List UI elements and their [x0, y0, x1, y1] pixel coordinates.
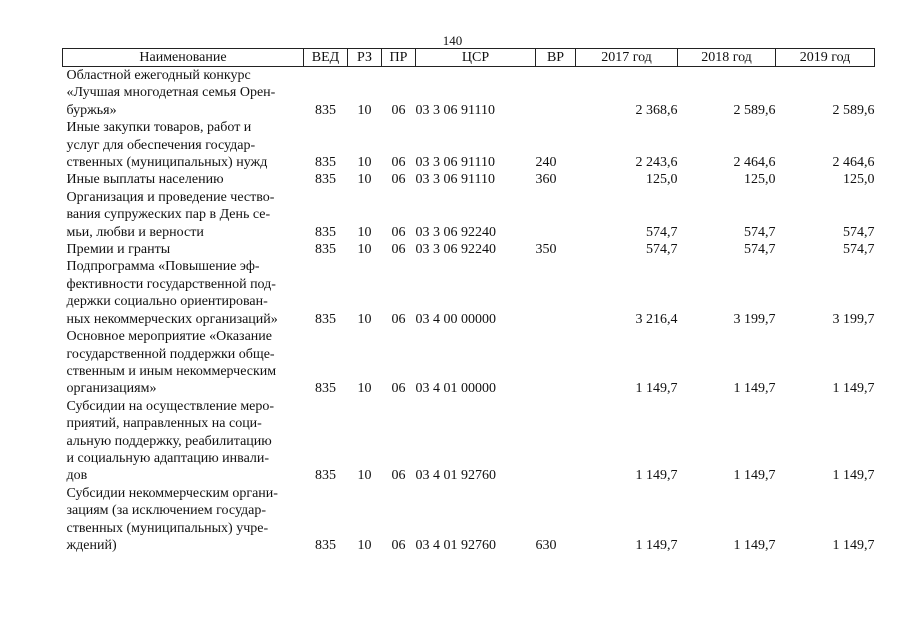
- cell-2018: 2 464,6: [733, 155, 776, 171]
- cell-2018: 3 199,7: [733, 311, 776, 327]
- table-row: [63, 189, 875, 241]
- cell-2019: 125,0: [843, 172, 875, 188]
- name-line: Субсидии некоммерческим органи-: [66, 485, 278, 501]
- cell-2019: 2 464,6: [832, 155, 875, 171]
- name-line: ственных (муниципальных) учре-: [66, 520, 269, 536]
- cell-2019: 2 589,6: [832, 102, 875, 118]
- cell-2019: 1 149,7: [832, 468, 875, 484]
- table-row: [63, 398, 875, 485]
- table-body: [63, 67, 875, 555]
- cell-ved: 835: [315, 311, 336, 327]
- cell-vr: 350: [535, 242, 557, 258]
- cell-csr: 03 3 06 91110: [415, 102, 495, 118]
- cell-2017: 1 149,7: [635, 381, 678, 397]
- table-header-row: [63, 49, 875, 67]
- cell-pr: 06: [391, 537, 406, 553]
- cell-csr: 03 4 01 92760: [415, 537, 496, 553]
- cell-ved: 835: [315, 172, 336, 188]
- table-row: [63, 67, 875, 120]
- cell-vr: [536, 189, 576, 241]
- cell-pr: 06: [391, 242, 406, 258]
- name-line: ственным и иным некоммерческим: [66, 363, 277, 379]
- cell-rz: 10: [357, 102, 372, 118]
- cell-csr: 03 3 06 92240: [415, 242, 496, 258]
- name-line: ственных (муниципальных) нужд: [66, 155, 268, 171]
- name-line: ждений): [66, 537, 117, 553]
- cell-csr: 03 4 01 00000: [415, 381, 496, 397]
- cell-2018: 574,7: [744, 242, 776, 258]
- cell-2018: 1 149,7: [733, 537, 776, 553]
- table-row: [63, 241, 875, 258]
- name-line: альную поддержку, реабилитацию: [66, 433, 272, 449]
- header-csr: ЦСР: [416, 49, 536, 67]
- cell-rz: 10: [357, 381, 372, 397]
- cell-2017: 2 243,6: [635, 155, 678, 171]
- cell-2017: 2 368,6: [635, 102, 678, 118]
- cell-pr: 06: [391, 224, 406, 240]
- cell-vr: [536, 67, 576, 120]
- cell-2019: 574,7: [843, 224, 875, 240]
- cell-vr: [536, 258, 576, 328]
- cell-ved: 835: [315, 381, 336, 397]
- table-row: [63, 258, 875, 328]
- name-line: вания супружеских пар в День се-: [66, 207, 271, 223]
- header-2018: 2018 год: [678, 49, 776, 67]
- cell-2018: 1 149,7: [733, 381, 776, 397]
- cell-name: [63, 171, 304, 188]
- cell-2017: 574,7: [646, 242, 678, 258]
- cell-ved: 835: [315, 468, 336, 484]
- cell-2019: 1 149,7: [832, 381, 875, 397]
- cell-vr: [536, 328, 576, 398]
- cell-pr: 06: [391, 172, 406, 188]
- name-line: Основное мероприятие «Оказание: [66, 329, 272, 345]
- name-line: Иные выплаты населению: [66, 172, 224, 188]
- cell-2019: 3 199,7: [832, 311, 875, 327]
- cell-2017: 574,7: [646, 224, 678, 240]
- cell-rz: 10: [357, 242, 372, 258]
- cell-rz: 10: [357, 155, 372, 171]
- cell-ved: 835: [315, 102, 336, 118]
- cell-2018: 574,7: [744, 224, 776, 240]
- cell-csr: 03 3 06 91110: [415, 155, 495, 171]
- name-line: приятий, направленных на соци-: [66, 416, 262, 432]
- table-row: [63, 328, 875, 398]
- cell-name: [63, 119, 304, 171]
- name-line: Субсидии на осуществление меро-: [66, 398, 275, 414]
- cell-name: [63, 328, 304, 398]
- cell-pr: 06: [391, 381, 406, 397]
- name-line: Иные закупки товаров, работ и: [66, 120, 252, 136]
- header-vr: ВР: [536, 49, 576, 67]
- name-line: зациям (за исключением государ-: [66, 503, 267, 519]
- header-ved: ВЕД: [304, 49, 348, 67]
- name-line: государственной поддержки обще-: [66, 346, 275, 362]
- cell-vr: 240: [535, 155, 557, 171]
- name-line: буржья»: [66, 102, 117, 118]
- cell-ved: 835: [315, 537, 336, 553]
- cell-name: [63, 485, 304, 555]
- name-line: услуг для обеспечения государ-: [66, 137, 256, 153]
- name-line: организациям»: [66, 381, 157, 397]
- cell-2018: 2 589,6: [733, 102, 776, 118]
- cell-rz: 10: [357, 172, 372, 188]
- cell-pr: 06: [391, 155, 406, 171]
- cell-csr: 03 3 06 92240: [415, 224, 496, 240]
- cell-vr: 360: [535, 172, 557, 188]
- cell-pr: 06: [391, 102, 406, 118]
- cell-rz: 10: [357, 468, 372, 484]
- cell-ved: 835: [315, 242, 336, 258]
- name-line: Премии и гранты: [66, 242, 171, 258]
- name-line: Областной ежегодный конкурс: [66, 68, 251, 83]
- cell-2017: 125,0: [646, 172, 678, 188]
- cell-2019: 574,7: [843, 242, 875, 258]
- cell-rz: 10: [357, 537, 372, 553]
- name-line: дов: [66, 468, 88, 484]
- header-name: Наименование: [63, 49, 304, 67]
- cell-2017: 1 149,7: [635, 537, 678, 553]
- cell-pr: 06: [391, 468, 406, 484]
- cell-2018: 1 149,7: [733, 468, 776, 484]
- name-line: Подпрограмма «Повышение эф-: [66, 259, 260, 275]
- cell-2018: 125,0: [744, 172, 776, 188]
- cell-name: [63, 398, 304, 485]
- cell-name: [63, 67, 304, 120]
- name-line: Организация и проведение чество-: [66, 189, 275, 205]
- cell-name: [63, 258, 304, 328]
- cell-csr: 03 4 01 92760: [415, 468, 496, 484]
- cell-csr: 03 3 06 91110: [415, 172, 495, 188]
- name-line: и социальную адаптацию инвали-: [66, 450, 270, 466]
- name-line: ных некоммерческих организаций»: [66, 311, 278, 327]
- cell-pr: 06: [391, 311, 406, 327]
- header-pr: ПР: [382, 49, 416, 67]
- cell-name: [63, 241, 304, 258]
- cell-name: [63, 189, 304, 241]
- header-2019: 2019 год: [776, 49, 875, 67]
- name-line: фективности государственной под-: [66, 276, 276, 292]
- cell-vr: 630: [535, 537, 557, 553]
- budget-table: [62, 48, 875, 554]
- header-2017: 2017 год: [576, 49, 678, 67]
- cell-csr: 03 4 00 00000: [415, 311, 496, 327]
- table-row: [63, 485, 875, 555]
- header-rz: РЗ: [348, 49, 382, 67]
- cell-2017: 1 149,7: [635, 468, 678, 484]
- name-line: держки социально ориентирован-: [66, 294, 268, 310]
- cell-ved: 835: [315, 224, 336, 240]
- cell-ved: 835: [315, 155, 336, 171]
- cell-rz: 10: [357, 311, 372, 327]
- cell-vr: [536, 398, 576, 485]
- name-line: «Лучшая многодетная семья Орен-: [66, 85, 276, 101]
- page-number: 140: [442, 33, 463, 48]
- table-row: [63, 171, 875, 188]
- cell-2019: 1 149,7: [832, 537, 875, 553]
- cell-2017: 3 216,4: [635, 311, 678, 327]
- name-line: мьи, любви и верности: [66, 224, 204, 240]
- cell-rz: 10: [357, 224, 372, 240]
- table-row: [63, 119, 875, 171]
